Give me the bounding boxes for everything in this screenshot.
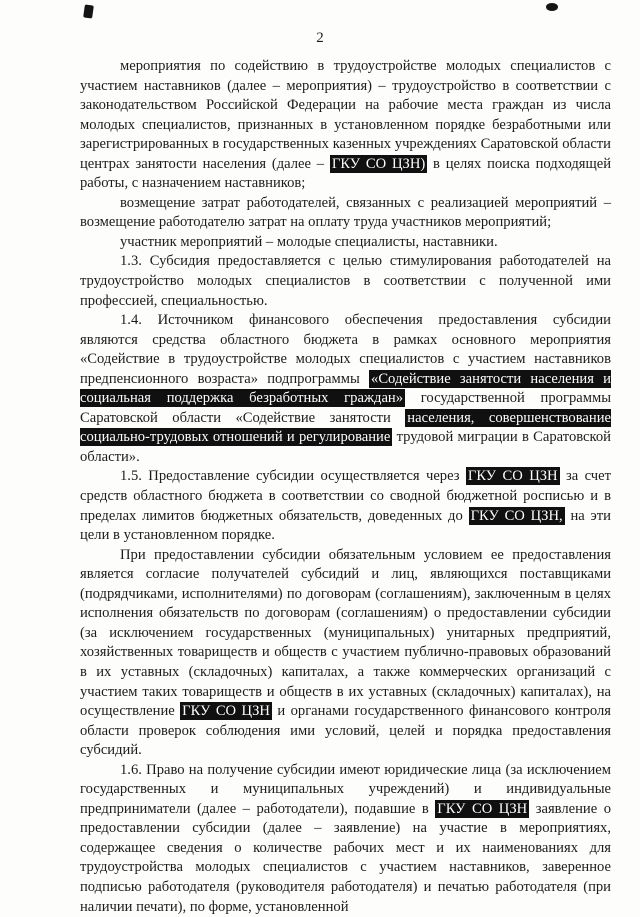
text-segment: участник мероприятий – молодые специалисты, наставники. bbox=[120, 233, 498, 250]
paragraph bbox=[80, 57, 611, 194]
text-segment: заявление о предоставлении субсидии (далее – заявление) на участие в мероприятиях, содержащее сведения о количестве рабочих мест и их наименованиях для трудоустройства молодых специалистов с участием наставников, заверенное подписью работодателя (руководителя работодателя) и печатью работодателя (при наличии печати), по форме, установленной bbox=[80, 800, 612, 915]
scan-highlight: ГКУ СО ЦЗН) bbox=[331, 155, 426, 172]
text-segment: за счет средств областного бюджета в соответствии со сводной бюджетной росписью и в пределах лимитов бюджетных обязательств, доведенных до bbox=[80, 468, 612, 524]
text-segment: При предоставлении субсидии обязательным условием ее предоставления является согласие получателей субсидий и лиц, являющихся поставщиками (подрядчиками, исполнителями) по договорам (соглашениям), заключенным в целях исполнения обязательств по договорам (соглашениям) о предоставлении субсидии (за исключением государственных (муниципальных) унитарных предприятий, хозяйственных товариществ и обществ с участием публично-правовых образований в их уставных (складочных) капиталах, а также коммерческих организаций с участием таких товариществ и обществ в их уставных (складочных) капиталах), на осуществление bbox=[80, 546, 611, 720]
scan-highlight: ГКУ СО ЦЗН bbox=[437, 800, 528, 817]
paragraph bbox=[80, 252, 611, 311]
scan-highlight: ГКУ СО ЦЗН, bbox=[470, 507, 563, 524]
text-segment: 1.4. Источником финансового обеспечения предоставления субсидии являются средства областного бюджета в рамках основного мероприятия «Содействие в трудоустройстве молодых специалистов с участием наставников предпенсионного возраста» подпрограммы bbox=[80, 312, 611, 387]
text-segment: и органами государственного финансового контроля области проверок соблюдения ими условий, целей и порядка предоставления субсидий. bbox=[80, 703, 611, 759]
paragraph bbox=[80, 761, 611, 917]
scan-highlight: населения, совершенствование социально-трудовых отношений и регулирование bbox=[80, 409, 611, 446]
paragraph bbox=[80, 467, 611, 545]
text-segment: 1.3. Субсидия предоставляется с целью стимулирования работодателей на трудоустройство молодых специалистов в соответствии с полученной ими профессией, специальностью. bbox=[80, 253, 611, 309]
text-segment: в целях поиска подходящей работы, с назначением наставников; bbox=[80, 155, 612, 192]
text-segment: на эти цели в установленном порядке. bbox=[80, 507, 611, 544]
text-segment: государственной программы Саратовской области «Содействие занятости bbox=[80, 390, 611, 426]
scan-highlight: «Содействие занятости населения и социальная поддержка безработных граждан» bbox=[80, 370, 611, 407]
text-segment: 1.5. Предоставление субсидии осуществляется через bbox=[120, 468, 466, 485]
page-number: 2 bbox=[316, 30, 324, 46]
paragraph bbox=[80, 194, 611, 233]
paragraph bbox=[80, 311, 611, 467]
scan-artifact bbox=[83, 4, 94, 18]
paragraph bbox=[80, 233, 611, 253]
document-body bbox=[80, 57, 611, 917]
scan-artifact bbox=[546, 3, 558, 11]
scan-highlight: ГКУ СО ЦЗН bbox=[182, 703, 270, 720]
text-segment: возмещение затрат работодателей, связанных с реализацией мероприятий – возмещение работодателю затрат на оплату труда участников мероприятий; bbox=[80, 194, 611, 231]
scan-highlight: ГКУ СО ЦЗН bbox=[467, 468, 558, 485]
text-segment: мероприятия по содействию в трудоустройстве молодых специалистов с участием наставников (далее – мероприятия) – трудоустройство в соответствии с законодательством Российской Федерации на рабочие места граждан из числа молодых специалистов, признанных в установленном порядке безработными или зарегистрированных в государственных казенных учреждениях Саратовской области центрах занятости населения (далее – bbox=[80, 58, 611, 172]
text-segment: трудовой миграции в Саратовской области». bbox=[80, 429, 611, 465]
text-segment: 1.6. Право на получение субсидии имеют юридические лица (за исключением государственных и муниципальных учреждений) и индивидуальные предприниматели (далее – работодатели), подавшие в bbox=[80, 761, 611, 817]
paragraph bbox=[80, 546, 611, 761]
